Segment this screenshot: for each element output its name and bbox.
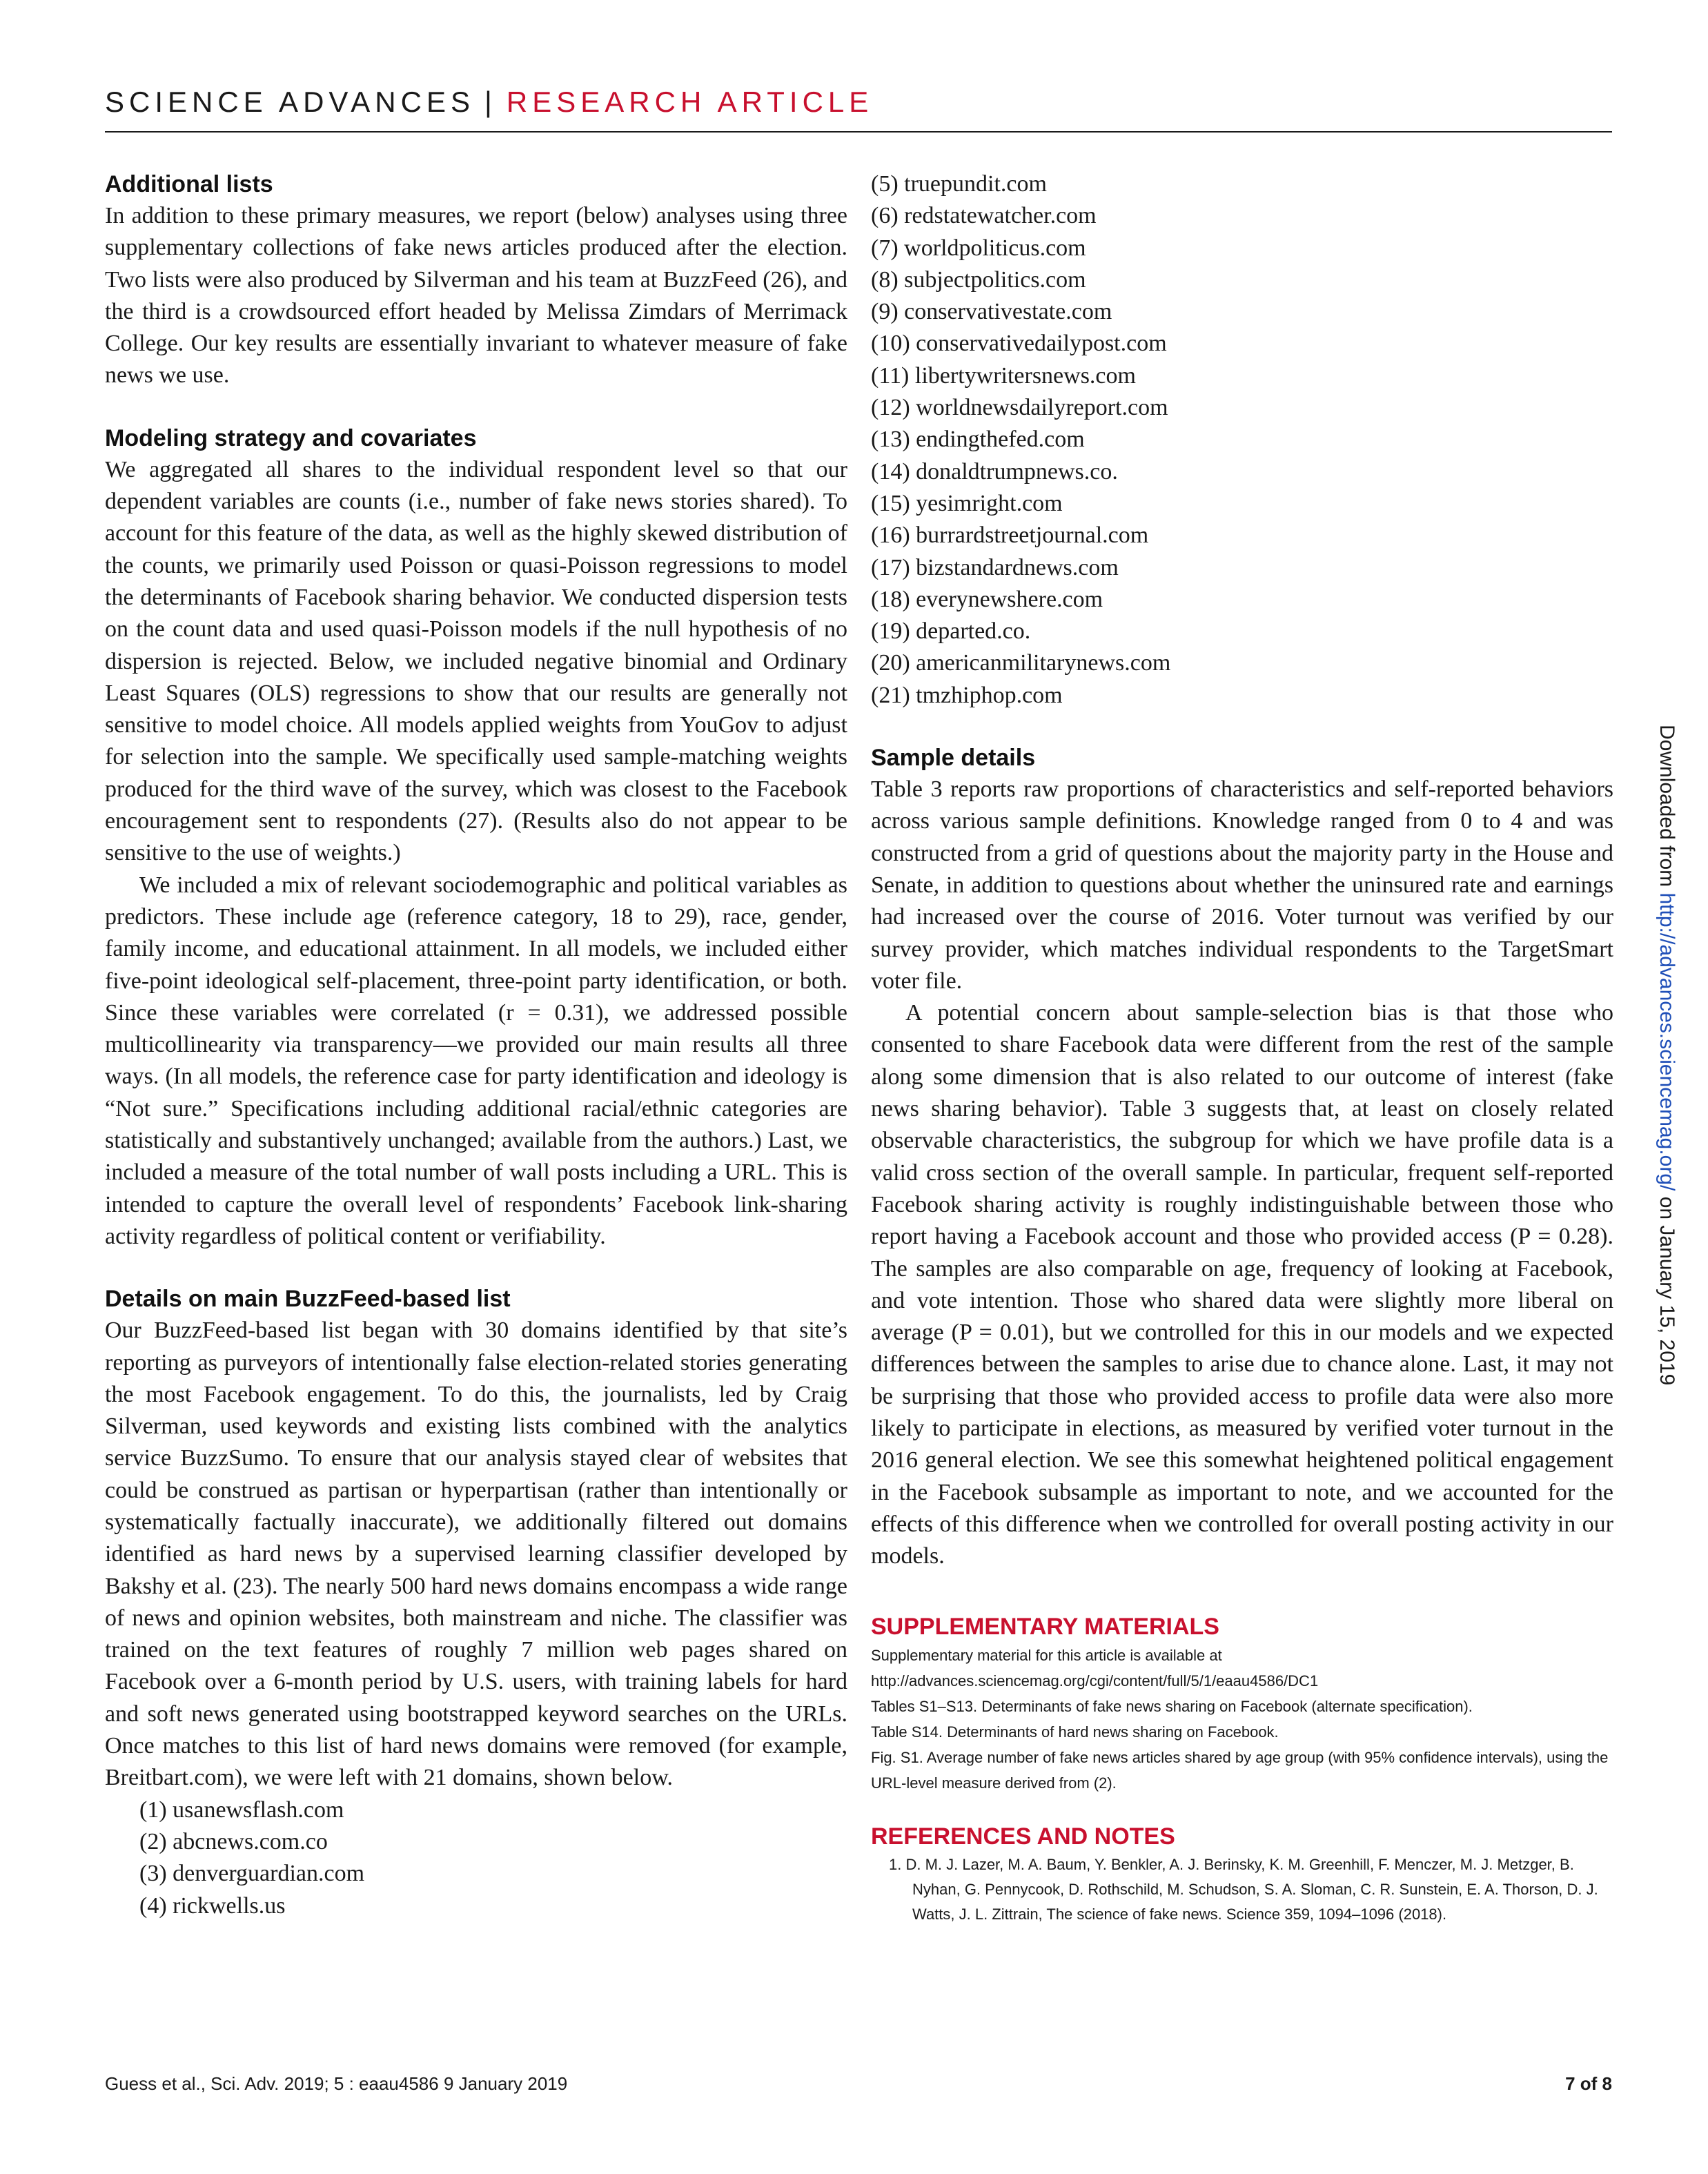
list-item: (18) everynewshere.com — [871, 586, 1103, 612]
header-separator: | — [484, 86, 497, 118]
list-item: (15) yesimright.com — [871, 490, 1063, 516]
paragraph-buzzfeed: Our BuzzFeed-based list began with 30 domains identified by that site’s reporting as purveyors of intentionally false election-related stories generating the most Facebook engagement. To do this, the journalists, led by Craig Silverman, used keywords and existing lists combined with the analytics service BuzzSumo. To ensure that our analysis stayed clear of websites that could be construed as partisan or hyperpartisan (rather than intentionally or systematically factually inaccurate), we additionally filtered out domains identified as hard news by a supervised learning classifier developed by Bakshy et al. (23). The nearly 500 hard news domains encompass a wide range of news and opinion websites, both mainstream and niche. The classifier was trained on the text features of roughly 7 million web pages shared on Facebook over a 6-month period by U.S. users, with training labels for hard and soft news generated using bootstrapped keyword searches on the URLs. Once matches to this list of hard news domains were removed (for example, Breitbart.com), we were left with 21 domains, shown below. — [105, 1318, 847, 1791]
journal-name: SCIENCE ADVANCES — [105, 86, 475, 118]
download-link[interactable]: http://advances.sciencemag.org/ — [1656, 892, 1678, 1191]
left-column — [105, 168, 847, 1922]
list-item: (1) usanewsflash.com — [139, 1796, 344, 1823]
journal-header — [105, 86, 873, 119]
paragraph-sample-2: A potential concern about sample-selection bias is that those who consented to share Facebook data were different from the rest of the sample along some dimension that is also related to our outcome of interest (fake news sharing behavior). Table 3 suggests that, at least on closely related observable characteristics, the subgroup for which we have profile data is a valid cross section of the overall sample. In particular, frequent self-reported Facebook sharing activity is roughly indistinguishable between those who report having a Facebook account and those who provided access (P = 0.28). The samples are also comparable on age, frequency of looking at Facebook, and vote intention. Those who shared data were slightly more liberal on average (P = 0.01), but we controlled for this in our models and we expected differences between the samples to arise due to chance alone. Last, it may not be surprising that those who provided access to profile data were also more likely to participate in elections, as measured by verified voter turnout in the 2016 general election. We see this somewhat heightened political engagement in the Facebook subsample as important to note, and we accounted for the effects of this difference when we controlled for overall posting activity in our models. — [871, 1000, 1613, 1569]
list-item: (6) redstatewatcher.com — [871, 203, 1097, 229]
footer-citation: Guess et al., Sci. Adv. 2019; 5 : eaau4586 9 January 2019 — [105, 2073, 568, 2094]
paragraph-modeling-2: We included a mix of relevant sociodemographic and political variables as predictors. These include age (reference category, 18 to 29), race, gender, family income, and educational attainment. In all models, we included either five-point ideological self-placement, three-point party identification, or both. Since these variables were correlated (r = 0.31), we addressed possible multicollinearity via transparency—we provided our main results all three ways. (In all models, the reference case for party identification and ideology is “Not sure.” Specifications including additional racial/ethnic categories are statistically and substantively unchanged; available from the authors.) Last, we included a measure of the total number of wall posts including a URL. This is intended to capture the overall level of respondents’ Facebook link-sharing activity regardless of political content or verifiability. — [105, 872, 847, 1249]
heading-sample-details: Sample details — [871, 745, 1036, 772]
supplementary-item: Tables S1–S13. Determinants of fake news sharing on Facebook (alternate specification). — [871, 1698, 1473, 1716]
list-item: (21) tmzhiphop.com — [871, 682, 1063, 708]
list-item: (7) worldpoliticus.com — [871, 235, 1086, 261]
header-rule — [105, 131, 1612, 133]
supplementary-list — [871, 1643, 1613, 1796]
supplementary-link-text: Supplementary material for this article is available at http://advances.sciencemag.org/cgi/content/full/5/1/eaau4586/DC1 — [871, 1647, 1319, 1690]
domain-list-right — [871, 168, 1613, 712]
paragraph-sample-1: Table 3 reports raw proportions of characteristics and self-reported behaviors across various sample definitions. Knowledge ranged from 0 to 4 and was constructed from a grid of questions about the majority party in the House and Senate, in addition to questions about whether the uninsured rate and earnings had increased over the course of 2016. Voter turnout was verified by our survey provider, which matches individual respondents to the TargetSmart voter file. — [871, 776, 1613, 994]
paragraph-modeling-1: We aggregated all shares to the individual respondent level so that our dependent variables are counts (i.e., number of fake news stories shared). To account for this feature of the data, as well as the highly skewed distribution of the counts, we primarily used Poisson or quasi-Poisson regressions to model the determinants of Facebook sharing behavior. We conducted dispersion tests on the count data and used quasi-Poisson models if the null hypothesis of no dispersion is rejected. Below, we included negative binomial and Ordinary Least Squares (OLS) regressions to show that our results are generally not sensitive to model choice. All models applied weights from YouGov to adjust for selection into the sample. We specifically used sample-matching weights produced for the third wave of the survey, which was closest to the Facebook encouragement sent to respondents (27). (Results also do not appear to be sensitive to the use of weights.) — [105, 456, 847, 866]
section-gap — [871, 1572, 1613, 1611]
list-item: (3) denverguardian.com — [139, 1861, 365, 1887]
download-note-text — [1655, 725, 1678, 1385]
download-note-prefix: Downloaded from — [1656, 725, 1678, 893]
list-item: (10) conservativedailypost.com — [871, 331, 1167, 357]
page-number: 7 of 8 — [1565, 2073, 1612, 2094]
right-column — [871, 168, 1613, 1927]
list-item: (14) donaldtrumpnews.co. — [871, 458, 1118, 484]
section-gap — [105, 392, 847, 422]
paragraph-additional-lists: In addition to these primary measures, we report (below) analyses using three supplementary collections of fake news articles produced after the election. Two lists were also produced by Silverman and his team at BuzzFeed (26), and the third is a crowdsourced effort headed by Melissa Zimdars of Merrimack College. Our key results are essentially invariant to whatever measure of fake news we use. — [105, 203, 847, 389]
list-item: (13) endingthefed.com — [871, 427, 1085, 453]
list-item: (2) abcnews.com.co — [139, 1828, 328, 1854]
list-item: (17) bizstandardnews.com — [871, 554, 1119, 580]
section-gap — [871, 712, 1613, 742]
heading-modeling-strategy: Modeling strategy and covariates — [105, 424, 477, 451]
supplementary-item: Table S14. Determinants of hard news sharing on Facebook. — [871, 1723, 1279, 1741]
domain-list-left — [105, 1794, 847, 1922]
heading-buzzfeed-list: Details on main BuzzFeed-based list — [105, 1286, 511, 1313]
download-note-date: on January 15, 2019 — [1656, 1191, 1678, 1386]
list-item: (19) departed.co. — [871, 618, 1031, 645]
list-item: (9) conservativestate.com — [871, 299, 1112, 325]
section-gap — [871, 1796, 1613, 1821]
list-item: (8) subjectpolitics.com — [871, 266, 1086, 293]
list-item: (11) libertywritersnews.com — [871, 362, 1136, 389]
supplementary-item: Fig. S1. Average number of fake news articles shared by age group (with 95% confidence intervals), using the URL-level measure derived from (2). — [871, 1749, 1609, 1792]
heading-additional-lists: Additional lists — [105, 171, 273, 197]
section-gap — [105, 1253, 847, 1283]
heading-references: REFERENCES AND NOTES — [871, 1823, 1175, 1850]
list-item: (20) americanmilitarynews.com — [871, 650, 1171, 676]
article-type: RESEARCH ARTICLE — [506, 86, 874, 118]
list-item: (16) burrardstreetjournal.com — [871, 522, 1149, 549]
heading-supplementary: SUPPLEMENTARY MATERIALS — [871, 1614, 1219, 1641]
list-item: (12) worldnewsdailyreport.com — [871, 395, 1168, 421]
reference-item: 1. D. M. J. Lazer, M. A. Baum, Y. Benkler, A. J. Berinsky, K. M. Greenhill, F. Menczer, M. J. Metzger, B. Nyhan, G. Pennycook, D. Rothschild, M. Schudson, S. A. Sloman, C. R. Sunstein, E. A. Thorson, D. J. Watts, J. L. Zittrain, The science of fake news. Science 359, 1094–1096 (2018). — [889, 1856, 1598, 1923]
list-item: (5) truepundit.com — [871, 171, 1047, 197]
list-item: (4) rickwells.us — [139, 1892, 286, 1919]
